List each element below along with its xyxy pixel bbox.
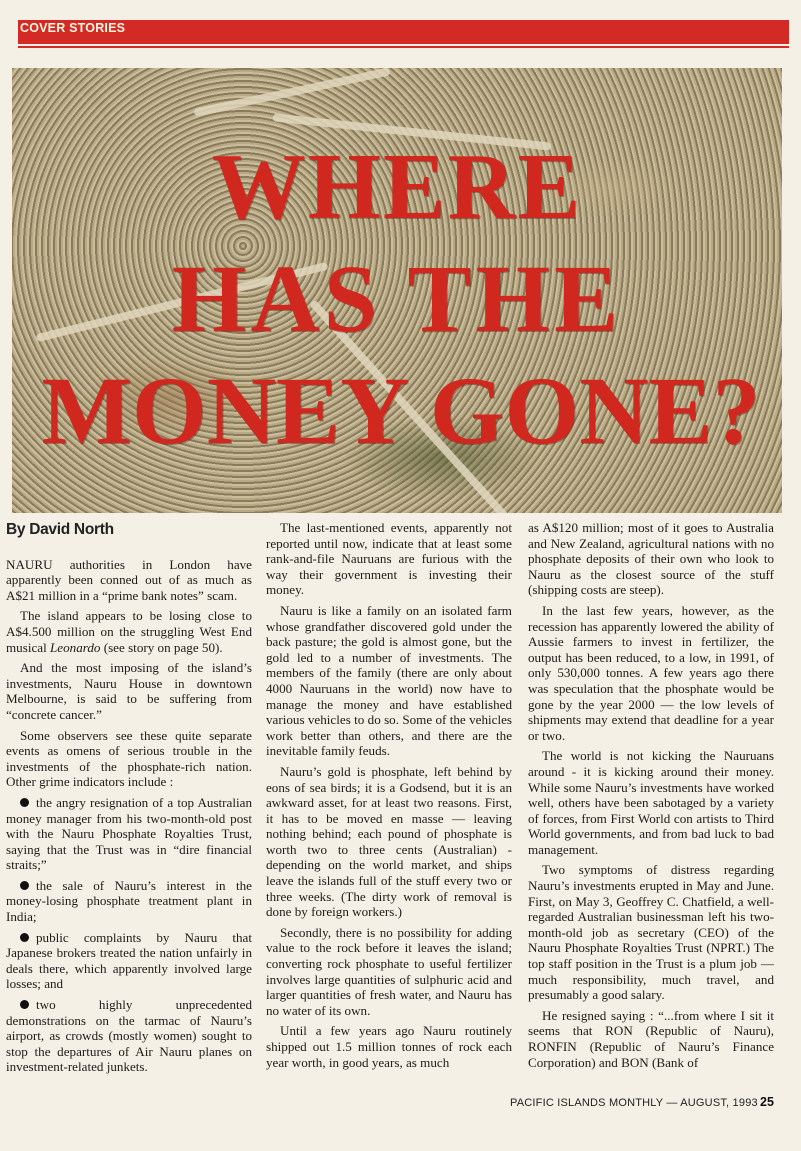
paragraph: Two symptoms of distress regarding Nauru’s investments erupted in May and June. First, on May 3, Geoffrey C. Chatfield, a well-regarded Australian businessman left his two-month-old job as secretary (CEO) of the Nauru Phosphate Royalties Trust (NPRT.) The top staff position in the Trust is a plum job — much responsibility, much travel, and presumably a good salary. <box>528 862 774 1003</box>
cover-photo <box>12 68 782 513</box>
article-column-2 <box>266 520 512 1070</box>
paragraph: Until a few years ago Nauru routinely shipped out 1.5 million tonnes of rock each year worth, in good years, as much <box>266 1023 512 1070</box>
section-label: COVER STORIES <box>20 21 126 35</box>
running-footer: PACIFIC ISLANDS MONTHLY — AUGUST, 1993 <box>510 1097 758 1109</box>
paragraph: In the last few years, however, as the recession has apparently lowered the ability of Aussie farmers to invest in fertilizer, the output has been reduced, to a low, in 1991, of only 530,000 tonnes. A few years ago there was speculation that the phosphate would be gone by the year 2000 — the low levels of shipments may extend that deadline for a year or two. <box>528 602 774 743</box>
paragraph: Nauru’s gold is phosphate, left behind by eons of sea birds; it is a Godsend, but it is an awkward asset, for at least two reasons. First, it has to be moved en masse — leaving nothing behind; each pound of phosphate is worth two to three cents (Australian) -depending on the world market, and ships leave the islands full of the stuff every two or three weeks. (The dirty work of removal is done by foreign workers.) <box>266 763 512 920</box>
paragraph: The island appears to be losing close to A$4.500 million on the struggling West End musical Leonardo (see story on page 50). <box>6 608 252 655</box>
paragraph: Secondly, there is no possibility for adding value to the rock before it leaves the island; converting rock phosphate to useful fertilizer involves large quantities of sulphuric acid and larger quantities of fresh water, and Nauru has no water of its own. <box>266 924 512 1018</box>
bullet-icon <box>20 881 29 890</box>
headline-line-3: MONEY GONE? <box>41 357 761 464</box>
bullet-item: the angry resignation of a top Australian money manager from his two-month-old post with the Nauru Phosphate Royalties Trust, saying that the Trust was in “dire financial straits;” <box>6 794 252 873</box>
paragraph: Some observers see these quite separate events as omens of serious trouble in the investments of the phosphate-rich nation. Other grime indicators include : <box>6 727 252 790</box>
article-column-3 <box>528 520 774 1070</box>
paragraph: He resigned saying : “...from where I sit it seems that RON (Republic of Nauru), RONFIN (Republic of Nauru’s Finance Corporation) and BON (Bank of <box>528 1007 774 1070</box>
paragraph: And the most imposing of the island’s investments, Nauru House in downtown Melbourne, is said to be suffering from “concrete cancer.” <box>6 660 252 722</box>
paragraph: The world is not kicking the Nauruans around - it is kicking around their money. While some Nauru’s investments have worked well, others have been sabotaged by a variety of forces, from First World con artists to Third World governments, and from bad luck to bad management. <box>528 748 774 857</box>
article-column-1 <box>6 520 252 1075</box>
page-number: 25 <box>760 1095 774 1109</box>
bullet-item: two highly unprecedented demonstrations on the tarmac of Nauru’s airport, as crowds (mostly women) sought to stop the departures of Air Nauru planes on investment-related junkets. <box>6 997 252 1075</box>
headline-line-1: WHERE <box>211 135 583 239</box>
headline-line-2: HAS THE <box>171 245 623 352</box>
bullet-icon <box>20 933 29 942</box>
photo-road <box>193 68 390 117</box>
paragraph: The last-mentioned events, apparently not reported until now, indicate that at least some rank-and-file Nauruans are furious with the way their government is investing their money. <box>266 520 512 598</box>
paragraph: NAURU authorities in London have apparently been conned out of as much as A$21 million in a “prime bank notes” scam. <box>6 556 252 603</box>
bullet-icon <box>20 1000 29 1009</box>
bullet-item: public complaints by Nauru that Japanese brokers treated the nation unfairly in deals there, which apparently involved large losses; and <box>6 929 252 992</box>
paragraph: Nauru is like a family on an isolated farm whose grandfather discovered gold under the back pasture; the gold is almost gone, but the gold led to a number of investments. The members of the family (there are only about 4000 Nauruans in the world) now have to manage the money and have established various vehicles to do so. Some of the vehicles work better than others, and there are the inevitable family feuds. <box>266 602 512 759</box>
bullet-item: the sale of Nauru’s interest in the money-losing phosphate treatment plant in India; <box>6 877 252 925</box>
show-title: Leonardo <box>50 639 101 655</box>
bullet-icon <box>20 798 29 807</box>
section-header-bar <box>18 20 789 44</box>
byline: By David North <box>6 521 114 538</box>
article-body <box>6 520 786 1090</box>
paragraph: as A$120 million; most of it goes to Australia and New Zealand, agricultural nations with no phosphate deposits of their own who look to Nauru as the closest source of the stuff (shipping costs are steep). <box>528 520 774 598</box>
